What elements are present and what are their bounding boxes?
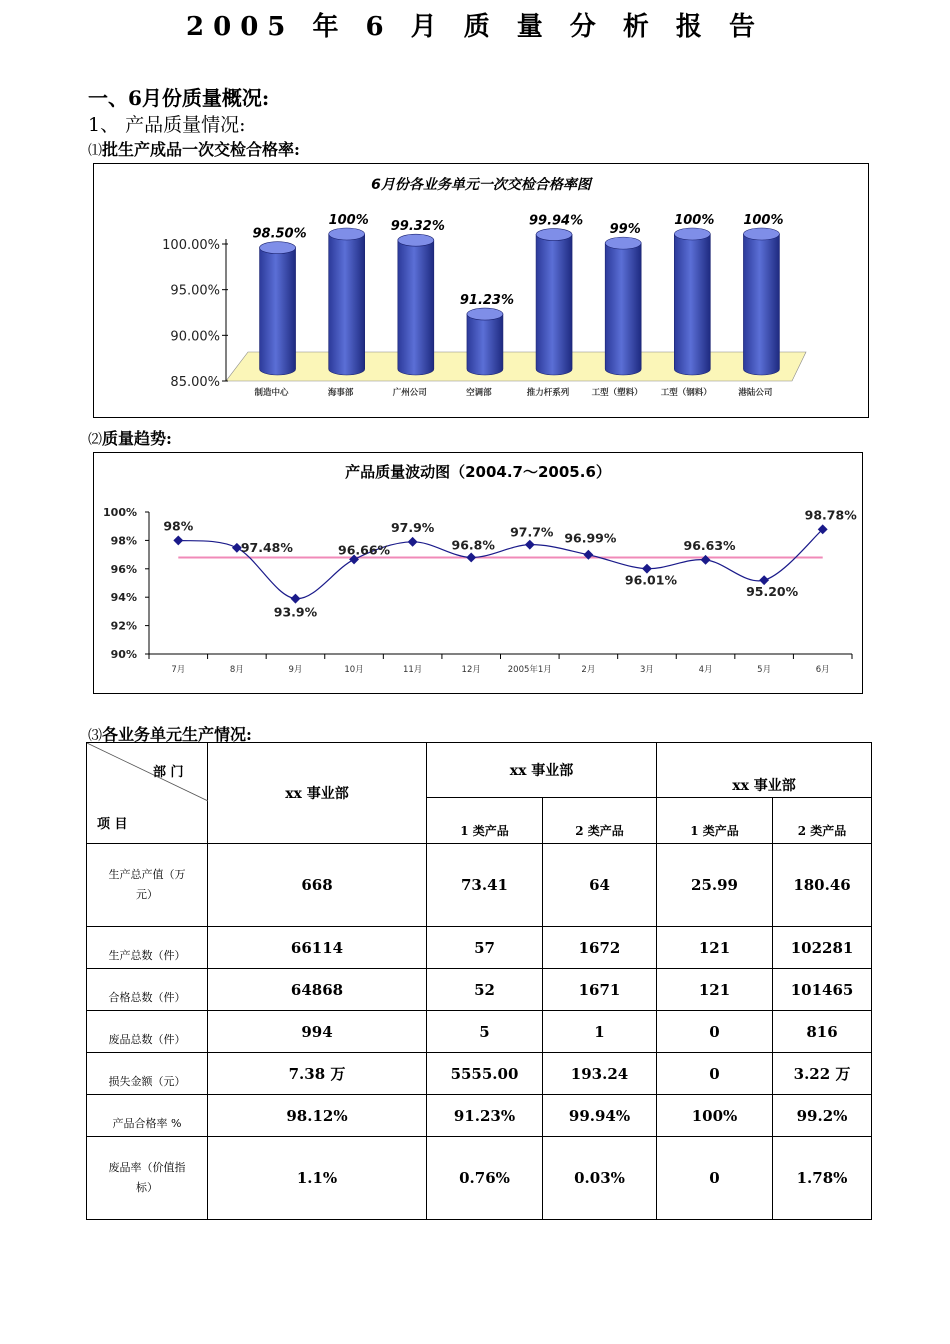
data-label: 100% bbox=[743, 213, 784, 228]
chart-title: 6月份各业务单元一次交检合格率图 bbox=[371, 177, 591, 193]
bar bbox=[398, 240, 434, 375]
table-cell: 816 bbox=[773, 1011, 872, 1053]
table-cell: 100% bbox=[657, 1095, 773, 1137]
x-tick-label: 12月 bbox=[461, 665, 481, 675]
data-label: 99.32% bbox=[390, 219, 445, 235]
bar-top bbox=[674, 228, 710, 240]
bar bbox=[674, 234, 710, 375]
table-row bbox=[87, 1011, 872, 1053]
line-chart-svg bbox=[94, 453, 862, 693]
bar-top bbox=[329, 228, 365, 240]
data-label: 97.7% bbox=[510, 524, 554, 540]
table-cell: 52 bbox=[427, 969, 543, 1011]
table-cell: 1.78% bbox=[773, 1137, 872, 1220]
caption-number: ⑴ bbox=[88, 143, 102, 159]
table-row bbox=[87, 969, 872, 1011]
x-tick-label: 10月 bbox=[344, 665, 364, 675]
table-cell: 1 bbox=[543, 1011, 657, 1053]
table-cell: 0 bbox=[657, 1011, 773, 1053]
data-label: 96.63% bbox=[683, 537, 736, 553]
data-label: 97.9% bbox=[390, 519, 435, 535]
y-tick-label: 95.00% bbox=[170, 283, 220, 299]
corner-item-label: 项 目 bbox=[97, 817, 128, 832]
table-cell: 3.22 万 bbox=[773, 1053, 872, 1095]
dept-c-header: xx 事业部 bbox=[657, 743, 872, 798]
x-tick-label: 海事部 bbox=[327, 388, 354, 398]
caption-text: 质量趋势: bbox=[102, 429, 172, 448]
bar-top bbox=[743, 228, 779, 240]
y-tick-label: 94% bbox=[110, 591, 137, 605]
chart2-caption bbox=[88, 426, 172, 449]
caption-number: ⑶ bbox=[88, 728, 102, 744]
x-tick-label: 5月 bbox=[757, 665, 772, 675]
bar bbox=[329, 234, 365, 375]
table-cell: 1672 bbox=[543, 927, 657, 969]
bar bbox=[467, 314, 503, 375]
x-tick-label: 4月 bbox=[698, 665, 713, 675]
chart1-caption bbox=[88, 137, 300, 160]
chart-floor bbox=[226, 352, 806, 381]
data-label: 96.66% bbox=[338, 542, 391, 558]
table-cell: 668 bbox=[208, 844, 427, 927]
table-cell: 57 bbox=[427, 927, 543, 969]
table-cell: 66114 bbox=[208, 927, 427, 969]
x-tick-label: 8月 bbox=[229, 665, 244, 675]
table-cell: 102281 bbox=[773, 927, 872, 969]
chart-title: 产品质量波动图（2004.7～2005.6） bbox=[345, 463, 611, 481]
table-cell: 0 bbox=[657, 1053, 773, 1095]
data-label: 95.20% bbox=[746, 584, 799, 600]
y-tick-label: 100.00% bbox=[162, 238, 220, 253]
product-class-header: 2 类产品 bbox=[543, 797, 657, 843]
row-label: 生产总数（件） bbox=[87, 927, 208, 969]
row-label: 合格总数（件） bbox=[87, 969, 208, 1011]
y-tick-label: 98% bbox=[110, 534, 137, 548]
x-tick-label: 工型（塑料） bbox=[591, 388, 643, 398]
section-heading: 一、6月份质量概况: bbox=[88, 86, 270, 110]
table-cell: 98.12% bbox=[208, 1095, 427, 1137]
bar-top bbox=[536, 229, 572, 241]
caption-number: ⑵ bbox=[88, 432, 102, 448]
table-body bbox=[87, 844, 872, 1220]
row-label: 废品率（价值指标） bbox=[87, 1137, 208, 1220]
table-cell: 7.38 万 bbox=[208, 1053, 427, 1095]
x-tick-label: 7月 bbox=[171, 665, 186, 675]
table-row bbox=[87, 1053, 872, 1095]
data-point bbox=[466, 552, 476, 562]
data-point bbox=[408, 537, 418, 547]
table-cell: 101465 bbox=[773, 969, 872, 1011]
table-cell: 1.1% bbox=[208, 1137, 427, 1220]
data-point bbox=[291, 594, 301, 604]
data-label: 98% bbox=[163, 518, 194, 534]
y-tick-label: 90.00% bbox=[170, 329, 220, 345]
bar-chart-svg bbox=[94, 164, 868, 417]
page-title: 2005 年 6 月 质 量 分 析 报 告 bbox=[186, 12, 764, 42]
bar bbox=[743, 234, 779, 375]
row-label: 产品合格率 % bbox=[87, 1095, 208, 1137]
data-label: 96.99% bbox=[564, 530, 617, 546]
data-point bbox=[525, 540, 535, 550]
subsection-heading: 1、 产品质量情况: bbox=[88, 114, 246, 136]
x-tick-label: 2005年1月 bbox=[507, 665, 552, 675]
x-tick-label: 3月 bbox=[639, 665, 654, 675]
dept-a-header: xx 事业部 bbox=[208, 743, 427, 844]
table-cell: 99.2% bbox=[773, 1095, 872, 1137]
bar bbox=[605, 243, 641, 375]
corner-dept-label: 部 门 bbox=[153, 765, 184, 780]
table-cell: 73.41 bbox=[427, 844, 543, 927]
table-cell: 5555.00 bbox=[427, 1053, 543, 1095]
table-cell: 1671 bbox=[543, 969, 657, 1011]
x-tick-label: 工型（钢料） bbox=[660, 388, 712, 398]
bar-top bbox=[260, 242, 296, 254]
table-cell: 121 bbox=[657, 927, 773, 969]
quality-trend-line-chart bbox=[93, 452, 863, 694]
y-tick-label: 85.00% bbox=[170, 375, 220, 390]
bar bbox=[536, 235, 572, 375]
x-tick-label: 9月 bbox=[288, 665, 303, 675]
x-tick-label: 空调部 bbox=[466, 388, 492, 398]
data-label: 93.9% bbox=[273, 604, 318, 620]
product-class-header: 1 类产品 bbox=[657, 797, 773, 843]
product-class-header: 2 类产品 bbox=[773, 797, 872, 843]
row-label: 生产总产值（万元） bbox=[87, 844, 208, 927]
y-tick-label: 90% bbox=[110, 648, 137, 661]
caption-text: 批生产成品一次交检合格率: bbox=[102, 140, 300, 159]
data-label: 98.78% bbox=[804, 507, 857, 523]
x-tick-label: 推力杆系列 bbox=[526, 388, 570, 398]
table-cell: 99.94% bbox=[543, 1095, 657, 1137]
table-cell: 91.23% bbox=[427, 1095, 543, 1137]
data-point bbox=[701, 555, 711, 565]
table-row bbox=[87, 1095, 872, 1137]
data-label: 100% bbox=[328, 213, 369, 228]
data-label: 99.94% bbox=[528, 213, 584, 229]
table-cell: 0.03% bbox=[543, 1137, 657, 1220]
table-cell: 180.46 bbox=[773, 844, 872, 927]
y-tick-label: 92% bbox=[110, 619, 137, 633]
table-cell: 994 bbox=[208, 1011, 427, 1053]
table-cell: 5 bbox=[427, 1011, 543, 1053]
pass-rate-bar-chart bbox=[93, 163, 869, 418]
y-tick-label: 100% bbox=[103, 506, 137, 519]
x-tick-label: 11月 bbox=[402, 665, 423, 675]
x-tick-label: 港陆公司 bbox=[738, 388, 773, 398]
table-cell: 0 bbox=[657, 1137, 773, 1220]
table-row bbox=[87, 844, 872, 927]
row-label: 废品总数（件） bbox=[87, 1011, 208, 1053]
x-tick-label: 制造中心 bbox=[254, 388, 289, 398]
production-table bbox=[86, 742, 872, 1220]
table-cell: 64868 bbox=[208, 969, 427, 1011]
bar-top bbox=[467, 308, 503, 320]
data-label: 96.01% bbox=[624, 572, 677, 588]
table-corner-cell bbox=[87, 743, 208, 844]
dept-b-header: xx 事业部 bbox=[427, 743, 657, 798]
data-label: 98.50% bbox=[252, 226, 307, 242]
data-label: 99% bbox=[609, 222, 641, 238]
table-cell: 0.76% bbox=[427, 1137, 543, 1220]
data-label: 97.48% bbox=[240, 539, 293, 555]
row-label: 损失金额（元） bbox=[87, 1053, 208, 1095]
y-tick-label: 96% bbox=[110, 562, 137, 576]
product-class-header: 1 类产品 bbox=[427, 797, 543, 843]
caption-text: 各业务单元生产情况: bbox=[102, 725, 252, 744]
table-row bbox=[87, 1137, 872, 1220]
x-tick-label: 2月 bbox=[581, 665, 596, 675]
table-cell: 193.24 bbox=[543, 1053, 657, 1095]
bar-top bbox=[398, 234, 434, 246]
bar-top bbox=[605, 237, 641, 249]
data-point bbox=[173, 535, 183, 545]
data-label: 91.23% bbox=[459, 293, 515, 309]
data-label: 96.8% bbox=[451, 537, 495, 553]
x-tick-label: 6月 bbox=[815, 665, 830, 675]
x-tick-label: 广州公司 bbox=[392, 388, 427, 398]
table-cell: 25.99 bbox=[657, 844, 773, 927]
table-cell: 121 bbox=[657, 969, 773, 1011]
data-label: 100% bbox=[674, 213, 715, 228]
table-cell: 64 bbox=[543, 844, 657, 927]
bar bbox=[260, 248, 296, 375]
table-row bbox=[87, 927, 872, 969]
